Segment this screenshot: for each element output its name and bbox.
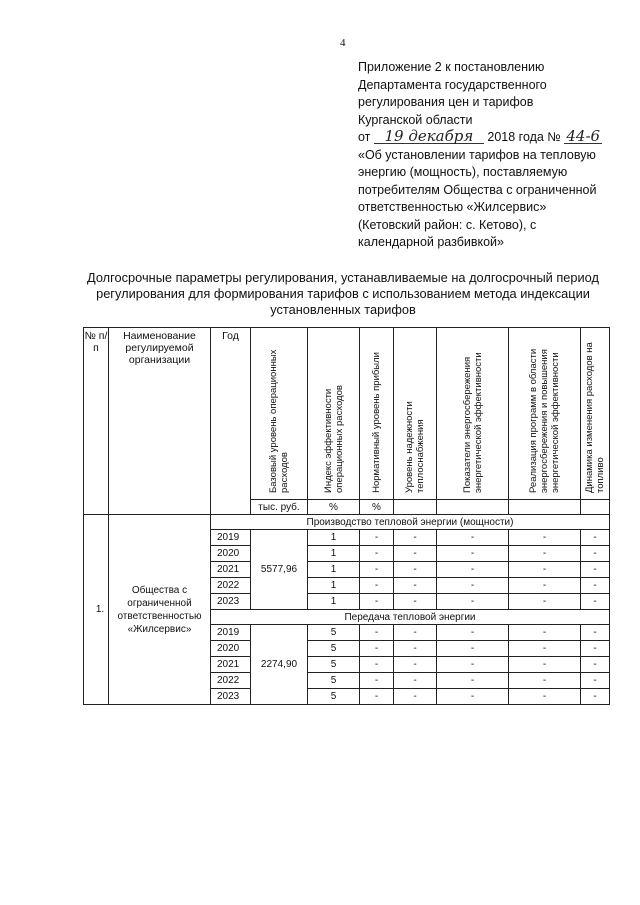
header-base-text: Базовый уровень операционных расходов bbox=[268, 349, 290, 493]
page-number: 4 bbox=[340, 37, 346, 49]
year-cell: 2019 bbox=[211, 530, 251, 546]
section-row bbox=[84, 515, 610, 530]
heading-line: установленных тарифов bbox=[270, 302, 416, 317]
fuel-cell: - bbox=[581, 625, 610, 641]
unit-empty bbox=[394, 500, 437, 515]
energy-saving-cell: - bbox=[437, 689, 509, 705]
year-cell: 2020 bbox=[211, 641, 251, 657]
energy-saving-cell: - bbox=[437, 546, 509, 562]
program-cell: - bbox=[509, 673, 581, 689]
fuel-cell: - bbox=[581, 546, 610, 562]
unit-profit: % bbox=[360, 500, 394, 515]
profit-cell: - bbox=[360, 657, 394, 673]
efficiency-cell: 5 bbox=[308, 625, 360, 641]
header-program-text: Реализация программ в области энергосбережения и повышения энергетической эффективности bbox=[528, 348, 561, 493]
heading-line: Долгосрочные параметры регулирования, устанавливаемые на долгосрочный период bbox=[87, 270, 599, 285]
profit-cell: - bbox=[360, 625, 394, 641]
energy-saving-cell: - bbox=[437, 594, 509, 610]
handwritten-date: 19 декабря bbox=[374, 129, 484, 144]
program-cell: - bbox=[509, 562, 581, 578]
efficiency-cell: 1 bbox=[308, 578, 360, 594]
year-cell: 2019 bbox=[211, 625, 251, 641]
program-cell: - bbox=[509, 657, 581, 673]
header-base bbox=[251, 328, 308, 500]
profit-cell: - bbox=[360, 673, 394, 689]
appendix-block bbox=[358, 59, 628, 252]
reliability-cell: - bbox=[394, 546, 437, 562]
header-year: Год bbox=[211, 328, 251, 515]
year-cell: 2022 bbox=[211, 673, 251, 689]
program-cell: - bbox=[509, 530, 581, 546]
energy-saving-cell: - bbox=[437, 657, 509, 673]
organization-name: Общества с ограниченной ответственностью «Жилсервис» bbox=[109, 515, 211, 705]
efficiency-cell: 5 bbox=[308, 657, 360, 673]
section-title: Передача тепловой энергии bbox=[211, 610, 610, 625]
program-cell: - bbox=[509, 689, 581, 705]
profit-cell: - bbox=[360, 562, 394, 578]
section-title: Производство тепловой энергии (мощности) bbox=[211, 515, 610, 530]
profit-cell: - bbox=[360, 689, 394, 705]
appendix-line: регулирования цен и тарифов bbox=[358, 95, 534, 109]
appendix-title-line: потребителям Общества с ограниченной bbox=[358, 182, 597, 197]
heading-line: регулирования для формирования тарифов с использованием метода индексации bbox=[96, 286, 590, 301]
year-cell: 2021 bbox=[211, 657, 251, 673]
year-cell: 2020 bbox=[211, 546, 251, 562]
unit-empty bbox=[437, 500, 509, 515]
handwritten-number: 44-6 bbox=[564, 129, 602, 144]
program-cell: - bbox=[509, 546, 581, 562]
program-cell: - bbox=[509, 641, 581, 657]
profit-cell: - bbox=[360, 546, 394, 562]
reliability-cell: - bbox=[394, 625, 437, 641]
efficiency-cell: 1 bbox=[308, 530, 360, 546]
year-cell: 2021 bbox=[211, 562, 251, 578]
fuel-cell: - bbox=[581, 562, 610, 578]
program-cell: - bbox=[509, 578, 581, 594]
header-program bbox=[509, 328, 581, 500]
appendix-line: Курганской области bbox=[358, 112, 473, 127]
document-heading bbox=[75, 270, 611, 318]
base-value: 2274,90 bbox=[251, 625, 308, 705]
energy-saving-cell: - bbox=[437, 578, 509, 594]
reliability-cell: - bbox=[394, 562, 437, 578]
efficiency-cell: 5 bbox=[308, 673, 360, 689]
header-reliability-text: Уровень надежности теплоснабжения bbox=[404, 401, 426, 493]
appendix-title-line: «Об установлении тарифов на тепловую bbox=[358, 147, 596, 162]
base-value: 5577,96 bbox=[251, 530, 308, 610]
unit-empty bbox=[581, 500, 610, 515]
fuel-cell: - bbox=[581, 689, 610, 705]
parameters-table bbox=[83, 327, 610, 705]
profit-cell: - bbox=[360, 641, 394, 657]
efficiency-cell: 5 bbox=[308, 641, 360, 657]
header-efficiency-text: Индекс эффективности операционных расходов bbox=[322, 385, 345, 493]
appendix-title-line: календарной разбивкой» bbox=[358, 235, 504, 249]
year-cell: 2023 bbox=[211, 689, 251, 705]
header-energy-saving-text: Показатели энергосбережения энергетической эффективности bbox=[461, 352, 484, 493]
header-energy-saving bbox=[437, 328, 509, 500]
fuel-cell: - bbox=[581, 673, 610, 689]
row-index: 1. bbox=[84, 515, 109, 705]
header-fuel bbox=[581, 328, 610, 500]
appendix-date-line bbox=[358, 129, 628, 147]
efficiency-cell: 1 bbox=[308, 546, 360, 562]
header-fuel-text: Динамика изменения расходов на топливо bbox=[584, 342, 606, 493]
appendix-title-line: (Кетовский район: с. Кетово), с bbox=[358, 217, 537, 232]
date-prefix: от bbox=[358, 130, 371, 144]
profit-cell: - bbox=[360, 594, 394, 610]
appendix-line: Департамента государственного bbox=[358, 77, 547, 92]
reliability-cell: - bbox=[394, 641, 437, 657]
program-cell: - bbox=[509, 625, 581, 641]
profit-cell: - bbox=[360, 578, 394, 594]
year-cell: 2023 bbox=[211, 594, 251, 610]
header-profit bbox=[360, 328, 394, 500]
unit-empty bbox=[509, 500, 581, 515]
fuel-cell: - bbox=[581, 657, 610, 673]
reliability-cell: - bbox=[394, 530, 437, 546]
program-cell: - bbox=[509, 594, 581, 610]
reliability-cell: - bbox=[394, 689, 437, 705]
appendix-title-line: энергию (мощность), поставляемую bbox=[358, 165, 568, 179]
year-cell: 2022 bbox=[211, 578, 251, 594]
fuel-cell: - bbox=[581, 578, 610, 594]
header-efficiency bbox=[308, 328, 360, 500]
header-organization: Наименование регулируемой организации bbox=[109, 328, 211, 515]
profit-cell: - bbox=[360, 530, 394, 546]
header-row bbox=[84, 328, 610, 500]
energy-saving-cell: - bbox=[437, 562, 509, 578]
appendix-title-line: ответственностью «Жилсервис» bbox=[358, 200, 547, 214]
efficiency-cell: 1 bbox=[308, 562, 360, 578]
efficiency-cell: 5 bbox=[308, 689, 360, 705]
reliability-cell: - bbox=[394, 594, 437, 610]
energy-saving-cell: - bbox=[437, 641, 509, 657]
reliability-cell: - bbox=[394, 673, 437, 689]
unit-efficiency: % bbox=[308, 500, 360, 515]
fuel-cell: - bbox=[581, 594, 610, 610]
year-text: 2018 года № bbox=[487, 130, 561, 144]
unit-base: тыс. руб. bbox=[251, 500, 308, 515]
reliability-cell: - bbox=[394, 578, 437, 594]
header-reliability bbox=[394, 328, 437, 500]
appendix-line: Приложение 2 к постановлению bbox=[358, 60, 545, 74]
energy-saving-cell: - bbox=[437, 625, 509, 641]
fuel-cell: - bbox=[581, 641, 610, 657]
header-profit-text: Нормативный уровень прибыли bbox=[371, 352, 382, 493]
energy-saving-cell: - bbox=[437, 673, 509, 689]
fuel-cell: - bbox=[581, 530, 610, 546]
reliability-cell: - bbox=[394, 657, 437, 673]
energy-saving-cell: - bbox=[437, 530, 509, 546]
header-num: № п/п bbox=[84, 328, 109, 515]
efficiency-cell: 1 bbox=[308, 594, 360, 610]
